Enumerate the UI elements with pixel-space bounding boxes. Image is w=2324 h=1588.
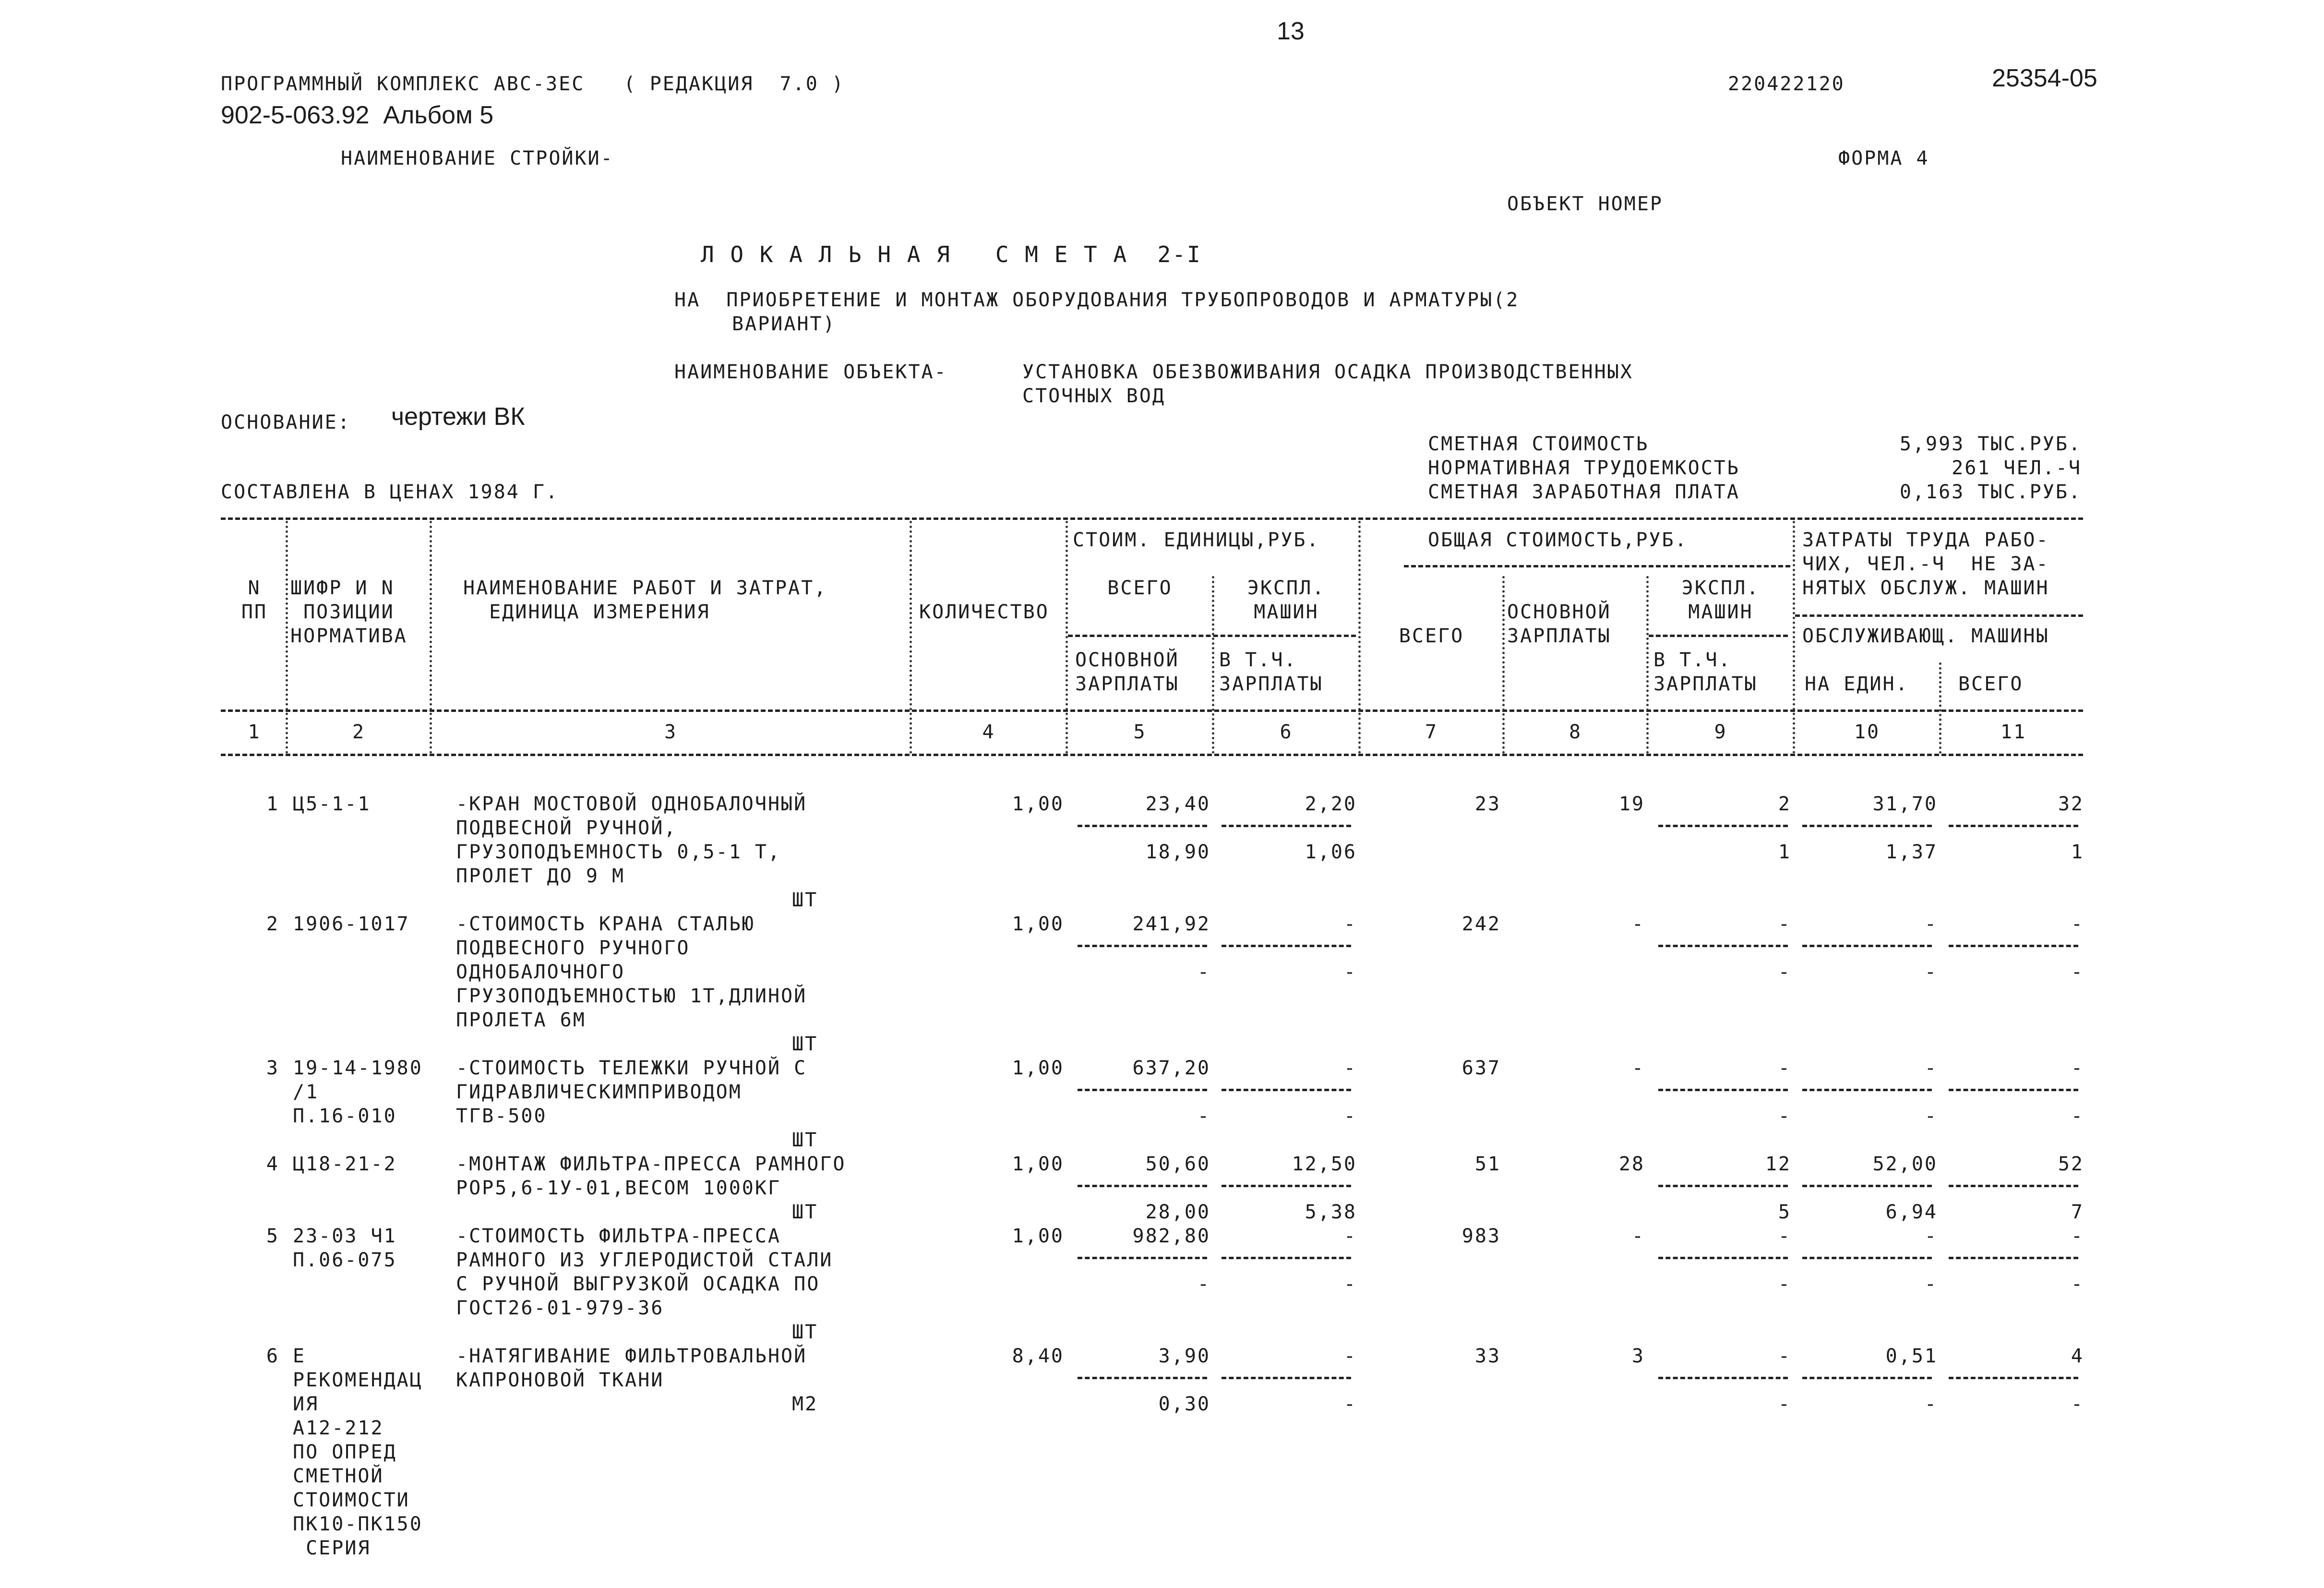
unit-total: 637,20 xyxy=(1132,1057,1210,1079)
row-rule xyxy=(1802,1257,1932,1259)
row-code: 1906-1017 xyxy=(293,913,410,935)
unit-wages: - xyxy=(1197,961,1210,983)
col-sep xyxy=(910,521,912,754)
unit-total: 50,60 xyxy=(1145,1153,1210,1175)
col-header-quantity: КОЛИЧЕСТВО xyxy=(919,601,1049,623)
row-rule xyxy=(1802,1377,1932,1379)
total: 23 xyxy=(1474,793,1501,815)
unit-total: 982,80 xyxy=(1132,1225,1210,1247)
col-header-number: N ПП xyxy=(241,577,268,623)
row-rule xyxy=(1949,1089,2078,1091)
row-rule xyxy=(1802,1089,1932,1091)
object-name-line-1: УСТАНОВКА ОБЕЗВОЖИВАНИЯ ОСАДКА ПРОИЗВОДСТВЕННЫХ xyxy=(1022,361,1633,383)
total: 242 xyxy=(1461,913,1501,935)
row-rule xyxy=(1658,1089,1788,1091)
labor-machines-total: 7 xyxy=(2071,1201,2084,1223)
labor-per-unit: - xyxy=(1924,1225,1938,1247)
row-rule xyxy=(1949,1185,2078,1187)
labor-machines-per-unit: - xyxy=(1924,1105,1938,1127)
total-wages: 3 xyxy=(1631,1345,1645,1367)
row-rule xyxy=(1802,825,1932,827)
col-sep xyxy=(430,521,432,754)
row-name: -НАТЯГИВАНИЕ ФИЛЬТРОВАЛЬНОЙ КАПРОНОВОЙ ТКАНИ xyxy=(456,1345,807,1391)
labor-total: - xyxy=(2071,1225,2084,1247)
unit-machines: - xyxy=(1343,913,1357,935)
col-sep xyxy=(286,521,288,754)
row-code: Е РЕКОМЕНДАЦ ИЯ А12-212 ПО ОПРЕД СМЕТНОЙ СТОИМОСТИ ПК10-ПК150 СЕРИЯ xyxy=(293,1345,423,1559)
total-machines: - xyxy=(1778,913,1791,935)
unit-total: 3,90 xyxy=(1158,1345,1210,1367)
page-mark: 13 xyxy=(1277,17,1305,45)
total-machines: - xyxy=(1778,1225,1791,1247)
row-number: 4 xyxy=(266,1153,279,1175)
summary-value-cost: 5,993 ТЫС.РУБ. xyxy=(1899,433,2082,455)
total-wages: 19 xyxy=(1618,793,1645,815)
row-rule xyxy=(1658,825,1788,827)
summary-label-cost: СМЕТНАЯ СТОИМОСТЬ xyxy=(1428,433,1649,455)
unit-machine-wages: - xyxy=(1343,1393,1357,1415)
row-rule xyxy=(1078,1257,1207,1259)
table-rule-header-bottom xyxy=(221,710,2083,712)
row-rule xyxy=(1078,825,1207,827)
unit-machine-wages: 5,38 xyxy=(1305,1201,1357,1223)
col-number: 7 xyxy=(1425,721,1438,743)
labor-machines-total: - xyxy=(2071,1393,2084,1415)
row-name: -СТОИМОСТЬ КРАНА СТАЛЬЮ ПОДВЕСНОГО РУЧНОГО ОДНОБАЛОЧНОГО ГРУЗОПОДЪЕМНОСТЬЮ 1Т,ДЛИНОЙ ПРОЛЕТА 6М xyxy=(456,913,807,1031)
col-number: 9 xyxy=(1714,721,1727,743)
unit-wages: - xyxy=(1197,1105,1210,1127)
total-machine-wages: - xyxy=(1778,961,1791,983)
labor-total: 52 xyxy=(2058,1153,2084,1175)
basis-label: ОСНОВАНИЕ: xyxy=(221,411,351,433)
row-rule xyxy=(1222,945,1351,947)
labor-machines-total: - xyxy=(2071,1105,2084,1127)
document-title: Л О К А Л Ь Н А Я С М Е Т А 2-I xyxy=(701,241,1202,267)
row-rule xyxy=(1658,1257,1788,1259)
col-number: 4 xyxy=(982,721,995,743)
row-name: -МОНТАЖ ФИЛЬТРА-ПРЕССА РАМНОГО РОР5,6-1У-01,ВЕСОМ 1000КГ xyxy=(456,1153,846,1199)
row-name: -КРАН МОСТОВОЙ ОДНОБАЛОЧНЫЙ ПОДВЕСНОЙ РУЧНОЙ, ГРУЗОПОДЪЕМНОСТЬ 0,5-1 Т, ПРОЛЕТ ДО 9 М xyxy=(456,793,807,887)
row-number: 2 xyxy=(266,913,279,935)
unit-machine-wages: - xyxy=(1343,1273,1357,1295)
col-sep xyxy=(1066,521,1068,754)
total: 33 xyxy=(1474,1345,1501,1367)
labor-total: 4 xyxy=(2071,1345,2084,1367)
total-wages: 28 xyxy=(1618,1153,1645,1175)
col-header-unit-machine-wages: В Т.Ч. ЗАРПЛАТЫ xyxy=(1219,649,1323,695)
row-rule xyxy=(1078,1089,1207,1091)
col-header-total-cost: ОБЩАЯ СТОИМОСТЬ,РУБ. xyxy=(1428,529,1688,551)
total-machine-wages: - xyxy=(1778,1273,1791,1295)
labor-machines-per-unit: - xyxy=(1924,1393,1938,1415)
labor-total: - xyxy=(2071,913,2084,935)
col-header-unit-wages: ОСНОВНОЙ ЗАРПЛАТЫ xyxy=(1075,649,1179,695)
col-number: 11 xyxy=(2000,721,2027,743)
unit-machine-wages: 1,06 xyxy=(1305,841,1357,863)
row-unit: ШТ xyxy=(792,1201,818,1223)
row-rule xyxy=(1222,1185,1351,1187)
col-header-labor-machines: ОБСЛУЖИВАЮЩ. МАШИНЫ xyxy=(1802,625,2049,647)
summary-value-wages: 0,163 ТЫС.РУБ. xyxy=(1899,481,2082,503)
row-quantity: 1,00 xyxy=(1012,1057,1064,1079)
row-unit: ШТ xyxy=(792,1321,818,1343)
labor-per-unit: 31,70 xyxy=(1872,793,1938,815)
row-rule xyxy=(1222,1089,1351,1091)
row-number: 1 xyxy=(266,793,279,815)
table-rule-top xyxy=(221,517,2083,520)
unit-machines: 2,20 xyxy=(1305,793,1357,815)
col-header-code: ШИФР И N ПОЗИЦИИ НОРМАТИВА xyxy=(290,577,407,647)
purpose-line-1: НА ПРИОБРЕТЕНИЕ И МОНТАЖ ОБОРУДОВАНИЯ ТРУБОПРОВОДОВ И АРМАТУРЫ(2 xyxy=(674,289,1520,311)
row-rule xyxy=(1802,1185,1932,1187)
table-rule-machines xyxy=(1649,635,1788,637)
summary-value-labor: 261 ЧЕЛ.-Ч xyxy=(1952,457,2082,479)
total-machine-wages: - xyxy=(1778,1393,1791,1415)
labor-per-unit: - xyxy=(1924,913,1938,935)
row-rule xyxy=(1078,945,1207,947)
labor-per-unit: 0,51 xyxy=(1885,1345,1938,1367)
object-name-line-2: СТОЧНЫХ ВОД xyxy=(1022,385,1165,407)
program-name: ПРОГРАММНЫЙ КОМПЛЕКС АВС-3ЕС ( РЕДАКЦИЯ 7.0 ) xyxy=(221,73,845,95)
summary-label-wages: СМЕТНАЯ ЗАРАБОТНАЯ ПЛАТА xyxy=(1428,481,1740,503)
labor-machines-per-unit: 6,94 xyxy=(1885,1201,1938,1223)
unit-wages: - xyxy=(1197,1273,1210,1295)
row-rule xyxy=(1949,825,2078,827)
row-rule xyxy=(1222,825,1351,827)
labor-per-unit: - xyxy=(1924,1057,1938,1079)
col-number: 1 xyxy=(248,721,261,743)
col-header-unit-machines: ЭКСПЛ. МАШИН xyxy=(1247,577,1326,623)
row-quantity: 1,00 xyxy=(1012,913,1064,935)
basis-value: чертежи ВК xyxy=(391,403,525,431)
total-wages: - xyxy=(1631,913,1645,935)
unit-machines: 12,50 xyxy=(1292,1153,1357,1175)
object-label: НАИМЕНОВАНИЕ ОБЪЕКТА- xyxy=(674,361,947,383)
row-code: 23-03 Ч1 П.06-075 xyxy=(293,1225,397,1271)
labor-machines-total: - xyxy=(2071,961,2084,983)
total: 51 xyxy=(1474,1153,1501,1175)
unit-wages: 28,00 xyxy=(1145,1201,1210,1223)
unit-total: 23,40 xyxy=(1145,793,1210,815)
row-number: 6 xyxy=(266,1345,279,1367)
unit-wages: 18,90 xyxy=(1145,841,1210,863)
total: 983 xyxy=(1461,1225,1501,1247)
album-number: 902-5-063.92 Альбом 5 xyxy=(221,101,494,129)
row-quantity: 1,00 xyxy=(1012,793,1064,815)
unit-machine-wages: - xyxy=(1343,961,1357,983)
row-quantity: 1,00 xyxy=(1012,1225,1064,1247)
total-machines: 2 xyxy=(1778,793,1791,815)
row-name: -СТОИМОСТЬ ФИЛЬТРА-ПРЕССА РАМНОГО ИЗ УГЛЕРОДИСТОЙ СТАЛИ С РУЧНОЙ ВЫГРУЗКОЙ ОСАДКА ПО ГОСТ26-01-979-36 xyxy=(456,1225,833,1319)
row-unit: ШТ xyxy=(792,1033,818,1055)
col-sep xyxy=(1793,521,1795,754)
total-machines: 12 xyxy=(1765,1153,1791,1175)
col-number: 6 xyxy=(1280,721,1293,743)
row-quantity: 8,40 xyxy=(1012,1345,1064,1367)
object-number-label: ОБЪЕКТ НОМЕР xyxy=(1507,193,1663,215)
labor-machines-total: - xyxy=(2071,1273,2084,1295)
unit-machines: - xyxy=(1343,1345,1357,1367)
col-header-total: ВСЕГО xyxy=(1399,625,1464,647)
row-code: Ц18-21-2 xyxy=(293,1153,397,1175)
col-header-per-unit: НА ЕДИН. xyxy=(1805,673,1909,695)
unit-total: 241,92 xyxy=(1132,913,1210,935)
row-name: -СТОИМОСТЬ ТЕЛЕЖКИ РУЧНОЙ С ГИДРАВЛИЧЕСКИМПРИВОДОМ ТГВ-500 xyxy=(456,1057,807,1127)
row-rule xyxy=(1078,1377,1207,1379)
col-number: 5 xyxy=(1133,721,1147,743)
row-unit: М2 xyxy=(792,1393,818,1415)
total: 637 xyxy=(1461,1057,1501,1079)
row-rule xyxy=(1222,1377,1351,1379)
row-code: 19-14-1980 /1 П.16-010 xyxy=(293,1057,423,1127)
total-wages: - xyxy=(1631,1225,1645,1247)
col-header-unit-total: ВСЕГО xyxy=(1107,577,1173,599)
document-code: 220422120 xyxy=(1728,73,1845,95)
labor-per-unit: 52,00 xyxy=(1872,1153,1938,1175)
row-rule xyxy=(1658,1185,1788,1187)
row-number: 3 xyxy=(266,1057,279,1079)
row-unit: ШТ xyxy=(792,1129,818,1151)
table-rule-group xyxy=(1404,565,1790,567)
total-machines: - xyxy=(1778,1057,1791,1079)
col-number: 3 xyxy=(664,721,678,743)
col-header-unit-cost: СТОИМ. ЕДИНИЦЫ,РУБ. xyxy=(1073,529,1320,551)
total-machine-wages: - xyxy=(1778,1105,1791,1127)
labor-machines-per-unit: 1,37 xyxy=(1885,841,1938,863)
table-rule-labor xyxy=(1795,614,2083,617)
form-number: ФОРМА 4 xyxy=(1838,147,1929,169)
total-wages: - xyxy=(1631,1057,1645,1079)
total-machine-wages: 5 xyxy=(1778,1201,1791,1223)
sheet-code: 25354-05 xyxy=(1992,64,2097,92)
labor-total: 32 xyxy=(2058,793,2084,815)
row-unit: ШТ xyxy=(792,889,818,911)
summary-label-labor: НОРМАТИВНАЯ ТРУДОЕМКОСТЬ xyxy=(1428,457,1740,479)
row-number: 5 xyxy=(266,1225,279,1247)
row-rule xyxy=(1949,1377,2078,1379)
row-rule xyxy=(1949,1257,2078,1259)
unit-wages: 0,30 xyxy=(1158,1393,1210,1415)
col-header-name: НАИМЕНОВАНИЕ РАБОТ И ЗАТРАТ, ЕДИНИЦА ИЗМЕРЕНИЯ xyxy=(463,577,827,623)
labor-machines-total: 1 xyxy=(2071,841,2084,863)
total-machines: - xyxy=(1778,1345,1791,1367)
col-number: 2 xyxy=(352,721,366,743)
row-rule xyxy=(1658,945,1788,947)
row-rule xyxy=(1802,945,1932,947)
purpose-line-2: ВАРИАНТ) xyxy=(732,313,836,335)
row-rule xyxy=(1658,1377,1788,1379)
unit-machines: - xyxy=(1343,1057,1357,1079)
total-machine-wages: 1 xyxy=(1778,841,1791,863)
col-header-total-machines: ЭКСПЛ. МАШИН xyxy=(1681,577,1760,623)
col-header-total-machine-wages: В Т.Ч. ЗАРПЛАТЫ xyxy=(1653,649,1758,695)
row-rule xyxy=(1078,1185,1207,1187)
labor-machines-per-unit: - xyxy=(1924,961,1938,983)
row-quantity: 1,00 xyxy=(1012,1153,1064,1175)
unit-machines: - xyxy=(1343,1225,1357,1247)
stroika-label: НАИМЕНОВАНИЕ СТРОЙКИ- xyxy=(341,147,614,169)
labor-total: - xyxy=(2071,1057,2084,1079)
row-rule xyxy=(1949,945,2078,947)
price-level: СОСТАВЛЕНА В ЦЕНАХ 1984 Г. xyxy=(221,481,559,503)
col-number: 8 xyxy=(1569,721,1582,743)
row-rule xyxy=(1222,1257,1351,1259)
col-number: 10 xyxy=(1854,721,1881,743)
col-header-total-wages: ОСНОВНОЙ ЗАРПЛАТЫ xyxy=(1507,601,1611,647)
col-header-labor: ЗАТРАТЫ ТРУДА РАБО- ЧИХ, ЧЕЛ.-Ч НЕ ЗА- НЯТЫХ ОБСЛУЖ. МАШИН xyxy=(1802,529,2049,599)
row-code: Ц5-1-1 xyxy=(293,793,371,815)
labor-machines-per-unit: - xyxy=(1924,1273,1938,1295)
table-rule-numbers-bottom xyxy=(221,754,2083,756)
col-header-labor-total: ВСЕГО xyxy=(1958,673,2024,695)
unit-machine-wages: - xyxy=(1343,1105,1357,1127)
